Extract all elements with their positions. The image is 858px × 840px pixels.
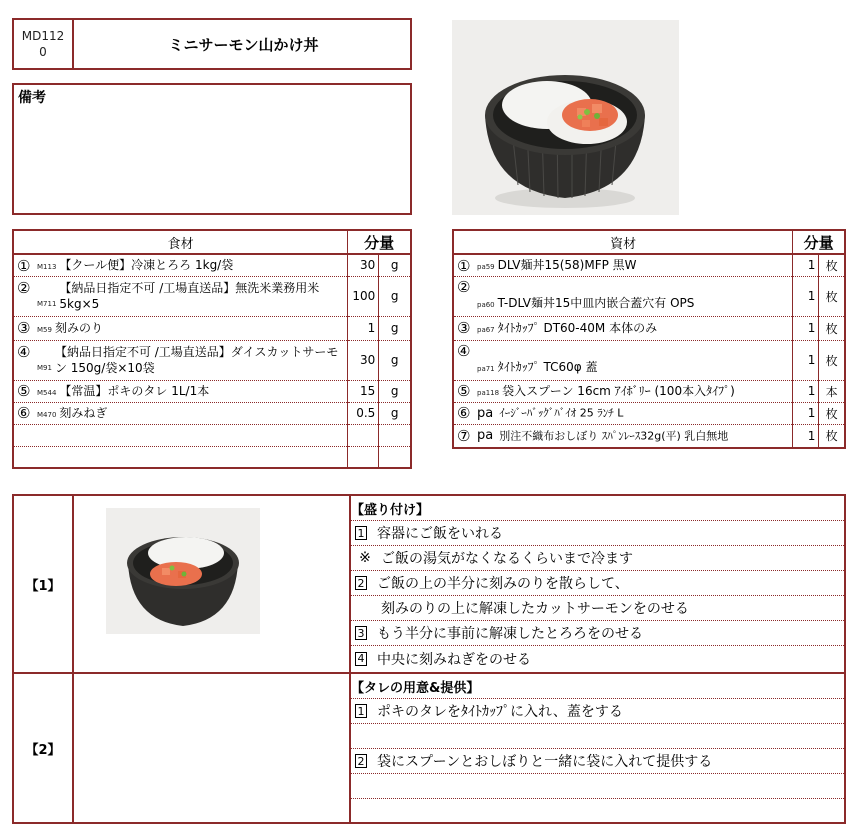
table-row (453, 402, 845, 424)
row-number: ② (17, 279, 31, 297)
step-1-row (14, 496, 844, 674)
note-mark: ※ (359, 550, 371, 566)
step-1-section-title (351, 496, 844, 521)
item-qty: 1 (793, 424, 819, 448)
ingredients-name-header: 食材 (13, 230, 348, 254)
table-row (13, 446, 411, 468)
item-unit: g (379, 380, 411, 402)
table-row (453, 276, 845, 316)
item-code: M91 (37, 364, 52, 372)
notes-label: 備考 (18, 90, 46, 106)
item-unit: 枚 (819, 340, 845, 380)
item-name: 刻みのり (54, 320, 103, 335)
table-row (13, 380, 411, 402)
item-code: M711 (37, 300, 57, 308)
table-row (13, 340, 411, 380)
item-code: pa59 (477, 263, 495, 271)
table-row (453, 380, 845, 402)
item-qty: 1 (793, 380, 819, 402)
item-code: M59 (37, 325, 52, 334)
blank-mark (355, 601, 375, 615)
row-number: ⑦ (457, 426, 471, 445)
step-number-box: 1 (355, 704, 367, 718)
recipe-header (12, 18, 412, 70)
table-row (453, 254, 845, 276)
item-code: pa (477, 405, 494, 421)
section-title-text: 【盛り付け】 (351, 502, 430, 518)
item-unit: 枚 (819, 316, 845, 340)
instruction-text: 刻みのりの上に解凍したカットサーモンをのせる (381, 601, 689, 617)
instruction-line (351, 621, 844, 646)
item-name: 袋入スプーン 16cm ｱｲﾎﾞﾘｰ (100本入ﾀｲﾌﾟ) (502, 383, 735, 398)
item-qty: 1 (793, 316, 819, 340)
materials-qty-header: 分量 (793, 230, 845, 254)
instruction-text: ご飯の湯気がなくなるくらいまで冷ます (381, 551, 633, 567)
ingredients-table (12, 229, 412, 469)
step-1-lines (351, 496, 844, 671)
item-name: 【納品日指定不可 /工場直送品】ダイスカットサーモン 150g/袋×10袋 (54, 345, 339, 375)
section-title-text: 【タレの用意&提供】 (351, 680, 480, 696)
item-qty: 30 (348, 254, 379, 276)
item-name: 【納品日指定不可 /工場直送品】無洗米業務用米5kg×5 (59, 281, 320, 311)
item-name: ｲｰｼﾞｰﾊﾞｯｸﾞﾊﾞｲｵ 25 ﾗﾝﾁ L (499, 406, 624, 420)
table-row (13, 254, 411, 276)
item-code: M470 (37, 410, 57, 419)
ingredients-header-row (13, 230, 411, 254)
materials-name-header: 資材 (453, 230, 793, 254)
table-row (13, 276, 411, 316)
row-number: ⑥ (17, 404, 31, 423)
instruction-line (351, 546, 844, 571)
row-number: ⑥ (457, 404, 471, 422)
rice-bowl-image (452, 20, 679, 215)
item-unit: g (379, 316, 411, 340)
instruction-line (351, 749, 844, 774)
item-unit: 本 (819, 380, 845, 402)
row-number: ③ (17, 319, 31, 338)
row-number: ④ (17, 343, 31, 361)
item-unit: g (379, 254, 411, 276)
item-name: 別注不織布おしぼり ｽﾊﾟﾝﾚｰｽ32g(平) 乳白無地 (499, 429, 729, 443)
step-1-photo (106, 508, 260, 634)
item-code: pa (477, 428, 494, 444)
instruction-line (351, 774, 844, 799)
item-code: pa60 (477, 301, 495, 310)
row-number: ⑤ (17, 382, 31, 401)
instruction-line (351, 646, 844, 671)
notes-box (12, 83, 412, 215)
item-name: 【クール便】冷凍とろろ 1kg/袋 (59, 258, 234, 272)
item-qty: 1 (793, 254, 819, 276)
table-row (13, 316, 411, 340)
dish-photo (452, 20, 679, 215)
table-row (453, 340, 845, 380)
item-unit: g (379, 340, 411, 380)
step-1-photo-cell (72, 496, 351, 672)
item-code: M113 (37, 263, 57, 271)
item-code: pa118 (477, 388, 500, 397)
row-number: ① (457, 256, 471, 275)
table-row (13, 424, 411, 446)
instruction-line (351, 521, 844, 546)
materials-table (452, 229, 846, 449)
item-qty: 1 (793, 276, 819, 316)
step-2-row (14, 674, 844, 822)
table-row (453, 316, 845, 340)
item-qty: 1 (793, 402, 819, 424)
ingredients-qty-header: 分量 (348, 230, 411, 254)
item-name: T-DLV麺丼15中皿内嵌合蓋穴有 OPS (497, 296, 695, 311)
item-name: 刻みねぎ (59, 405, 108, 420)
item-unit: g (379, 276, 411, 316)
item-qty: 30 (348, 340, 379, 380)
item-unit: 枚 (819, 402, 845, 424)
item-name: ﾀｲﾄｶｯﾌﾟ TC60φ 蓋 (497, 360, 598, 375)
recipe-title: ミニサーモン山かけ丼 (168, 35, 319, 54)
row-number: ③ (457, 319, 471, 338)
instruction-text: ポキのタレをﾀｲﾄｶｯﾌﾟに入れ、蓋をする (377, 704, 623, 720)
instruction-line (351, 596, 844, 621)
table-row (13, 402, 411, 424)
table-row (453, 424, 845, 448)
instruction-line (351, 571, 844, 596)
step-2-section-title (351, 674, 844, 699)
item-qty: 1 (793, 340, 819, 380)
step-2-photo-cell (72, 674, 351, 822)
instruction-line (351, 799, 844, 824)
instruction-text: 袋にスプーンとおしぼりと一緒に袋に入れて提供する (377, 754, 713, 770)
instruction-text: ご飯の上の半分に刻みのりを散らして、 (377, 576, 629, 592)
recipe-code-text: MD112 0 (21, 29, 65, 59)
row-number: ① (17, 256, 31, 275)
step-2-lines (351, 674, 844, 824)
item-code: M544 (37, 388, 57, 397)
item-code: pa71 (477, 365, 495, 374)
step-1-label: 【1】 (14, 496, 74, 672)
item-name: DLV麺丼15(58)MFP 黒W (497, 258, 637, 272)
item-name: ﾀｲﾄｶｯﾌﾟ DT60-40M 本体のみ (497, 320, 658, 335)
item-unit: 枚 (819, 254, 845, 276)
item-qty: 1 (348, 316, 379, 340)
instruction-text: 容器にご飯をいれる (377, 526, 503, 542)
item-name: 【常温】ポキのタレ 1L/1本 (59, 383, 210, 398)
item-unit: g (379, 402, 411, 424)
instruction-text: もう半分に事前に解凍したとろろをのせる (377, 626, 643, 642)
instruction-line (351, 724, 844, 749)
step-number-box: 4 (355, 652, 367, 666)
step-number-box: 1 (355, 526, 367, 540)
item-unit: 枚 (819, 424, 845, 448)
step-2-label: 【2】 (14, 674, 74, 822)
step-number-box: 2 (355, 576, 367, 590)
instruction-text: 中央に刻みねぎをのせる (377, 651, 531, 668)
step-number-box: 3 (355, 626, 367, 640)
item-qty: 0.5 (348, 402, 379, 424)
item-code: pa67 (477, 325, 495, 334)
row-number: ④ (457, 342, 471, 361)
item-qty: 100 (348, 276, 379, 316)
materials-header-row (453, 230, 845, 254)
recipe-code (14, 20, 74, 68)
row-number: ⑤ (457, 382, 471, 401)
step-number-box: 2 (355, 754, 367, 768)
item-unit: 枚 (819, 276, 845, 316)
rice-bowl-image (106, 508, 260, 634)
row-number: ② (457, 278, 471, 297)
item-qty: 15 (348, 380, 379, 402)
steps-box (12, 494, 846, 824)
instruction-line (351, 699, 844, 724)
